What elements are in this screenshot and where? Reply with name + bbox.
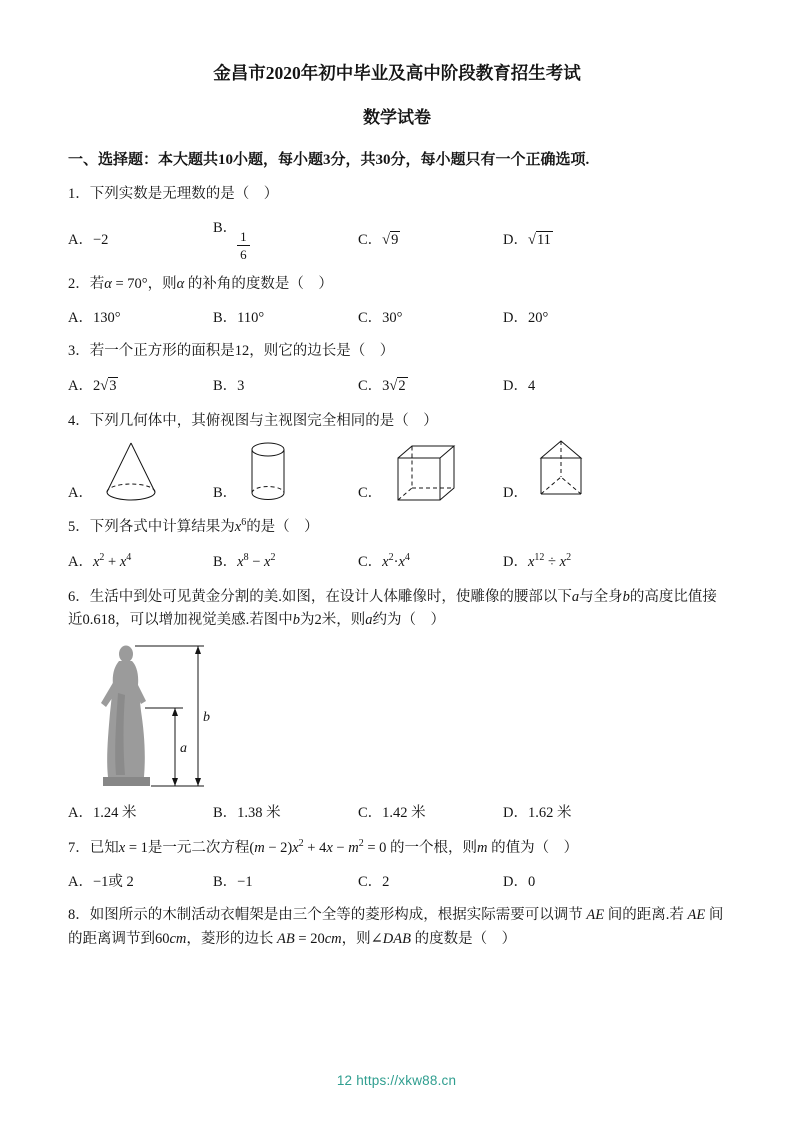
question-1-option-c: C．√9: [358, 231, 399, 248]
question-4-option-c-label: C．: [358, 485, 383, 502]
question-3-option-b: B．3: [213, 377, 245, 394]
page-footer: [0, 1073, 793, 1088]
question-4-option-a: [68, 440, 213, 502]
question-6-option-d: D．1.62 米: [503, 804, 572, 821]
question-2-options: [68, 305, 726, 328]
statue-label-b: b: [203, 709, 210, 725]
question-5-text: 5．下列各式中计算结果为$x^6$的是（ ）: [68, 517, 319, 536]
question-2-option-b: B．110°: [213, 310, 265, 327]
question-6-figure: [88, 641, 218, 791]
question-1-text: 1．下列实数是无理数的是（ ）: [68, 186, 279, 203]
cylinder-icon: [245, 440, 291, 502]
question-7-option-b: B．−1: [213, 874, 253, 891]
question-2-option-d: D．20°: [503, 310, 549, 327]
question-6-option-b: B．1.38 米: [213, 804, 281, 821]
question-8: [68, 904, 726, 951]
question-8-text: 8．如图所示的木制活动衣帽架是由三个全等的菱形构成，根据实际需要可以调节 AE 间的距离.若 AE 间的距离调节到60cm，菱形的边长 AB = 20cm，则∠DAB 的度数是（ ）: [68, 907, 724, 947]
statue-label-a: a: [180, 740, 187, 756]
question-3-options: [68, 373, 726, 396]
question-3-text: 3．若一个正方形的面积是12，则它的边长是（ ）: [68, 343, 395, 360]
question-1-option-a: A．−2: [68, 231, 109, 248]
question-4: [68, 410, 726, 502]
question-2-option-c: C．30°: [358, 310, 403, 327]
question-1-options: [68, 216, 726, 261]
question-3-option-a: A．2√3: [68, 377, 117, 394]
question-6-option-c: C．1.42 米: [358, 804, 426, 821]
statue-golden-ratio-figure: [88, 641, 218, 791]
triangular-prism-icon: [536, 438, 586, 502]
page-number: 12: [336, 1073, 353, 1088]
question-5-options: [68, 549, 726, 572]
question-7-option-a: A．−1或 2: [68, 874, 134, 891]
question-2-text: 2．若α = 70°，则α 的补角的度数是（ ）: [68, 275, 333, 292]
question-1-option-b: B． $\frac{1}{6}$: [213, 216, 358, 261]
question-7-option-c: C．2: [358, 874, 390, 891]
question-4-option-d-label: D．: [503, 485, 528, 502]
question-4-option-c: [358, 440, 503, 502]
question-5-option-a: A．$x^2 + x^4$: [68, 551, 132, 570]
exam-subtitle: 数学试卷: [363, 107, 431, 127]
question-1: [68, 183, 726, 260]
question-1-option-d: D．√11: [503, 231, 551, 248]
question-7-text: 7．已知x = 1是一元二次方程$(m - 2)x^2 + 4x - m^2 = 0$ 的一个根，则m 的值为（ ）: [68, 837, 579, 856]
question-5-option-b: B．$x^8 - x^2$: [213, 551, 276, 570]
question-4-option-d: [503, 438, 726, 502]
question-4-option-b: [213, 440, 358, 502]
question-6: [68, 586, 726, 823]
question-4-figures: [68, 438, 726, 502]
question-2: [68, 273, 726, 328]
question-5-option-d: D．$x^{12} \div x^2$: [503, 551, 572, 570]
question-3: [68, 340, 726, 395]
question-7-option-d: D．0: [503, 874, 536, 891]
question-2-option-a: A．130°: [68, 310, 121, 327]
question-5-option-c: C．$x^2\cdot x^4$: [358, 551, 410, 570]
cube-icon: [390, 440, 460, 502]
question-6-options: [68, 800, 726, 823]
question-6-text: 6．生活中到处可见黄金分割的美.如图，在设计人体雕像时，使雕像的腰部以下a与全身b的高度比值接近0.618，可以增加视觉美感.若图中b为2米，则a约为（ ）: [68, 588, 717, 629]
question-3-option-c: C．3√2: [358, 377, 406, 394]
question-6-option-a: A．1.24 米: [68, 804, 137, 821]
question-3-option-d: D．4: [503, 377, 536, 394]
cone-icon: [101, 440, 161, 502]
exam-title: 金昌市2020年初中毕业及高中阶段教育招生考试: [213, 63, 581, 83]
footer-link: https://xkw88.cn: [356, 1073, 457, 1088]
question-4-text: 4．下列几何体中，其俯视图与主视图完全相同的是（ ）: [68, 412, 438, 429]
question-4-option-a-label: A．: [68, 485, 93, 502]
section-1-heading: 一、选择题：本大题共10小题，每小题3分，共30分，每小题只有一个正确选项.: [68, 151, 590, 168]
question-5: [68, 516, 726, 571]
question-7: [68, 837, 726, 892]
question-7-options: [68, 869, 726, 892]
question-4-option-b-label: B．: [213, 485, 238, 502]
